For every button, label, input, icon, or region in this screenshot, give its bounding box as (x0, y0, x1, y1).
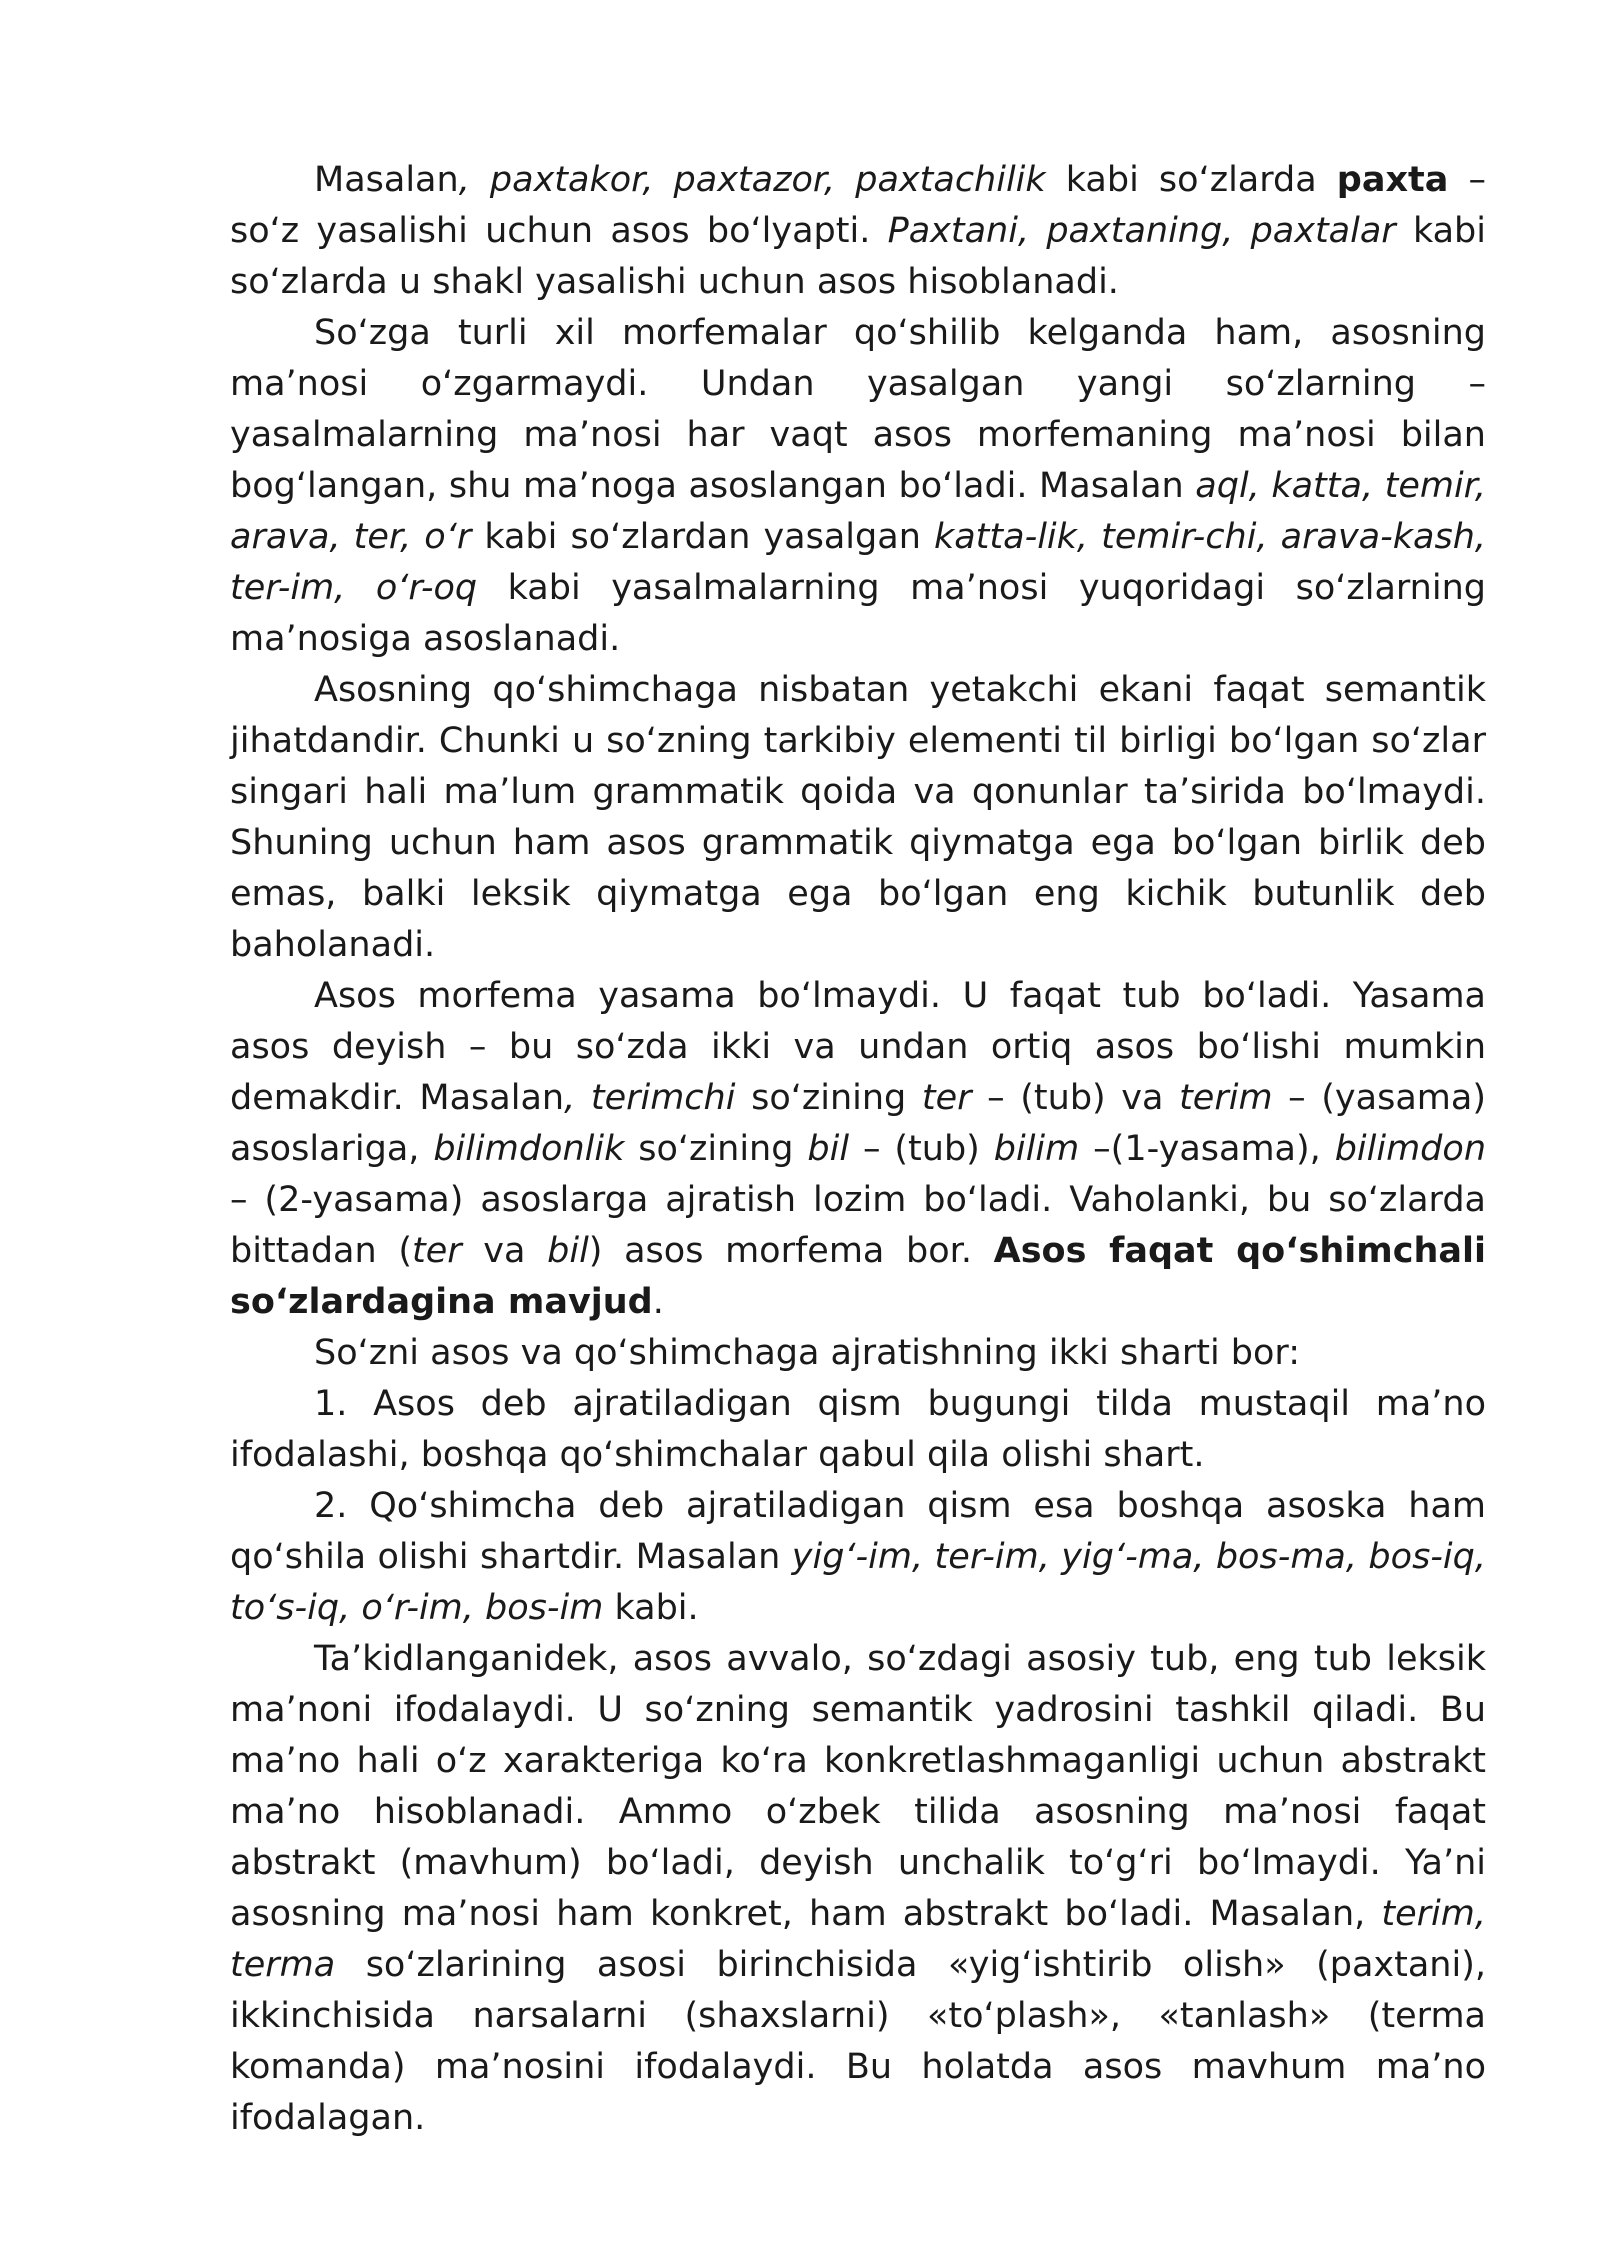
text-run: ) asos morfema bor. (588, 1231, 994, 1271)
text-run: so‘zining (735, 1078, 922, 1118)
text-run: – (tub) va (971, 1078, 1180, 1118)
italic-run: , terimchi (564, 1078, 736, 1118)
italic-run: bil (547, 1231, 589, 1271)
text-run: So‘zni asos va qo‘shimchaga ajratishning ikki sharti bor: (314, 1333, 1300, 1373)
text-run: kabi so‘zlarda u shakl yasalishi uchun asos hisoblanadi. (230, 211, 1486, 302)
text-run: Asosning qo‘shimchaga nisbatan yetakchi ekani faqat semantik jihatdandir. Chunki u so‘zning tarkibiy elementi til birligi bo‘lgan so‘zlar singari hali ma’lum grammatik qoida va qonunlar ta’sirida bo‘lmaydi. Shuning uchun ham asos grammatik qiymatga ega bo‘lgan birlik deb emas, balki leksik qiymatga ega bo‘lgan eng kichik butunlik deb baholanadi. (230, 670, 1486, 965)
bold-run: Asos faqat qo‘shimchali so‘zlardagina mavjud (230, 1231, 1486, 1322)
text-run: kabi yasalmalarning ma’nosi yuqoridagi so‘zlarning ma’nosiga asoslanadi. (230, 568, 1486, 659)
list-item-1 (230, 1379, 1486, 1481)
italic-run: terim (1179, 1078, 1273, 1118)
italic-run: yig‘-im, ter-im, yig‘-ma, bos-ma, bos-iq, to‘s-iq, o‘r-im, bos-im (230, 1537, 1486, 1628)
list-item-2 (230, 1481, 1486, 1634)
paragraph-4 (230, 971, 1486, 1328)
text-run: So‘zga turli xil morfemalar qo‘shilib kelganda ham, asosning ma’nosi o‘zgarmaydi. Undan yasalgan yangi so‘zlarning – yasalmalarning ma’nosi har vaqt asos morfemaning ma’nosi bilan bog‘langan, shu ma’noga asoslangan bo‘ladi. Masalan (230, 313, 1486, 506)
italic-run: , paxtakor, paxtazor, paxtachilik (458, 160, 1046, 200)
text-run: Ta’kidlanganidek, asos avvalo, so‘zdagi asosiy tub, eng tub leksik ma’noni ifodalaydi. U so‘zning semantik yadrosini tashkil qiladi. Bu ma’no hali o‘z xarakteriga ko‘ra konkretlashmaganligi uchun abstrakt ma’no hisoblanadi. Ammo o‘zbek tilida asosning ma’nosi faqat abstrakt (mavhum) bo‘ladi, deyish unchalik to‘g‘ri bo‘lmaydi. Ya’ni asosning ma’nosi ham konkret, ham abstrakt bo‘ladi. Masalan, (230, 1639, 1486, 1934)
text-run: kabi so‘zlarda (1045, 160, 1337, 200)
text-run: so‘zining (624, 1129, 808, 1169)
paragraph-1 (230, 155, 1486, 308)
text-run: Masalan (314, 160, 459, 200)
italic-run: bilimdon (1334, 1129, 1486, 1169)
text-run: 2. Qo‘shimcha deb ajratiladigan qism esa boshqa asoska ham qo‘shila olishi shartdir. Masalan (230, 1486, 1486, 1577)
italic-run: ter (412, 1231, 462, 1271)
text-run: kabi. (603, 1588, 699, 1628)
text-run: kabi so‘zlardan yasalgan (471, 517, 934, 557)
italic-run: ter (921, 1078, 972, 1118)
text-run: 1. Asos deb ajratiladigan qism bugungi tilda mustaqil ma’no ifodalashi, boshqa qo‘shimchalar qabul qila olishi shart. (230, 1384, 1486, 1475)
text-run: – (tub) (849, 1129, 994, 1169)
italic-run: bil (807, 1129, 850, 1169)
italic-run: bilim (993, 1129, 1080, 1169)
bold-run: paxta (1336, 160, 1449, 200)
italic-run: aql, katta, temir, arava, ter, o‘r (230, 466, 1486, 557)
text-run: – (yasama) asoslariga, (230, 1078, 1486, 1169)
italic-run: terim, terma (230, 1894, 1486, 1985)
paragraph-5 (230, 1328, 1486, 1379)
italic-run: bilimdonlik (433, 1129, 625, 1169)
text-run: – so‘z yasalishi uchun asos bo‘lyapti. (230, 160, 1486, 251)
paragraph-3 (230, 665, 1486, 971)
paragraph-2 (230, 308, 1486, 665)
italic-run: katta-lik, temir-chi, arava-kash, ter-im, o‘r-oq (230, 517, 1487, 608)
text-run: –(1-yasama), (1079, 1129, 1335, 1169)
paragraph-6 (230, 1634, 1486, 2144)
text-run: – (2-yasama) asoslarga ajratish lozim bo‘ladi. Vaholanki, bu so‘zlarda bittadan ( (230, 1180, 1486, 1271)
text-run: va (461, 1231, 548, 1271)
text-run: . (652, 1282, 664, 1322)
text-run: so‘zlarining asosi birinchisida «yig‘ishtirib olish» (paxtani), ikkinchisida narsalarni (shaxslarni) «to‘plash», «tanlash» (terma komanda) ma’nosini ifodalaydi. Bu holatda asos mavhum ma’no ifodalagan. (230, 1945, 1486, 2138)
document-page (230, 155, 1486, 2144)
italic-run: Paxtani, paxtaning, paxtalar (887, 211, 1396, 251)
text-run: Asos morfema yasama bo‘lmaydi. U faqat tub bo‘ladi. Yasama asos deyish – bu so‘zda ikki va undan ortiq asos bo‘lishi mumkin demakdir. Masalan (230, 976, 1486, 1118)
